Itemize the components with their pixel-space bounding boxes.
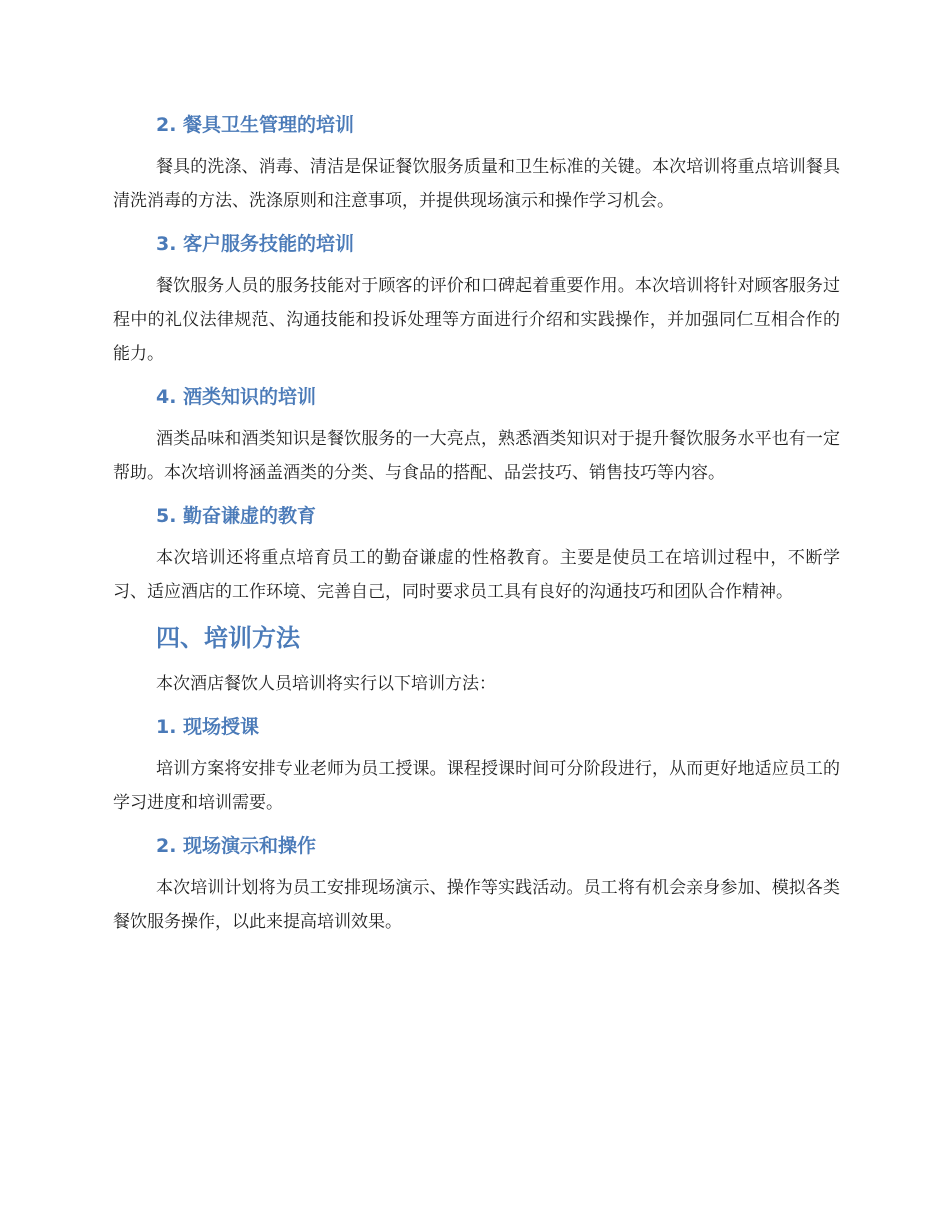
section-heading: 3. 客户服务技能的培训 bbox=[156, 233, 355, 255]
document-content bbox=[113, 108, 840, 939]
section-paragraph: 餐饮服务人员的服务技能对于顾客的评价和口碑起着重要作用。本次培训将针对顾客服务过程中的礼仪法律规范、沟通技能和投诉处理等方面进行介绍和实践操作，并加强同仁互相合作的能力。 bbox=[113, 276, 840, 364]
chapter-intro: 本次酒店餐饮人员培训将实行以下培训方法： bbox=[156, 674, 496, 694]
method-heading: 1. 现场授课 bbox=[156, 716, 260, 738]
section-heading: 4. 酒类知识的培训 bbox=[156, 386, 317, 408]
method-heading: 2. 现场演示和操作 bbox=[156, 835, 317, 857]
method-paragraph: 本次培训计划将为员工安排现场演示、操作等实践活动。员工将有机会亲身参加、模拟各类餐饮服务操作，以此来提高培训效果。 bbox=[113, 878, 840, 932]
section-heading: 2. 餐具卫生管理的培训 bbox=[156, 114, 355, 136]
method-paragraph: 培训方案将安排专业老师为员工授课。课程授课时间可分阶段进行，从而更好地适应员工的学习进度和培训需要。 bbox=[113, 759, 840, 813]
section-paragraph: 本次培训还将重点培育员工的勤奋谦虚的性格教育。主要是使员工在培训过程中，不断学习、适应酒店的工作环境、完善自己，同时要求员工具有良好的沟通技巧和团队合作精神。 bbox=[113, 548, 840, 602]
section-heading: 5. 勤奋谦虚的教育 bbox=[156, 505, 317, 527]
chapter-heading: 四、培训方法 bbox=[156, 624, 300, 652]
section-paragraph: 餐具的洗涤、消毒、清洁是保证餐饮服务质量和卫生标准的关键。本次培训将重点培训餐具清洗消毒的方法、洗涤原则和注意事项，并提供现场演示和操作学习机会。 bbox=[113, 157, 840, 211]
section-paragraph: 酒类品味和酒类知识是餐饮服务的一大亮点，熟悉酒类知识对于提升餐饮服务水平也有一定帮助。本次培训将涵盖酒类的分类、与食品的搭配、品尝技巧、销售技巧等内容。 bbox=[113, 429, 840, 483]
